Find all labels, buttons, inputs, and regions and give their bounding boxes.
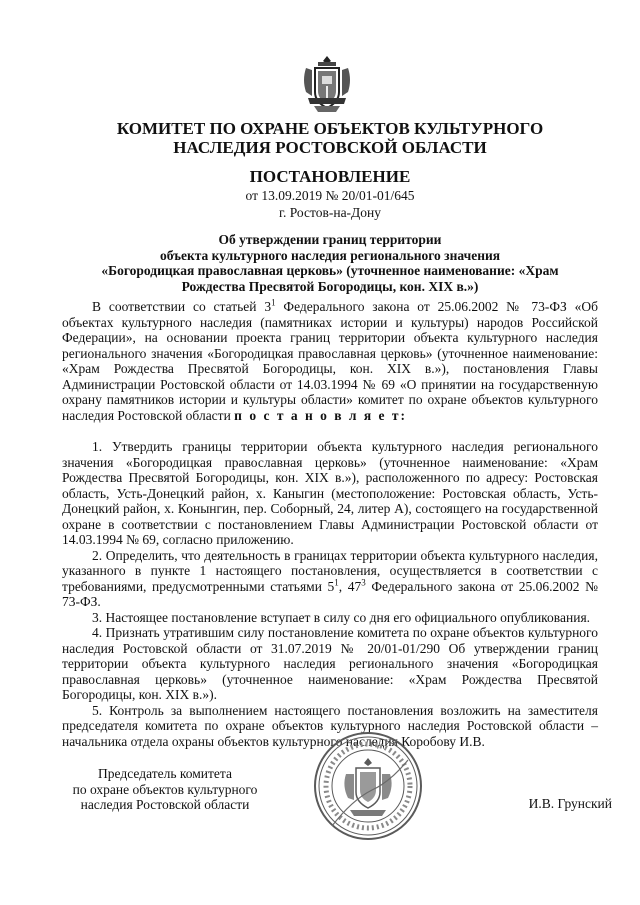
document-date-number: от 13.09.2019 № 20/01-01/645 xyxy=(245,188,415,203)
item2-superscript-2: 3 xyxy=(361,577,366,587)
document-city: г. Ростов-на-Дону xyxy=(278,205,381,220)
document-type: ПОСТАНОВЛЕНИЕ xyxy=(249,167,411,186)
item2-text-part1: 2. Определить, что деятельность в границах территории объекта культурного наследия, указанного в пункте 1 настоящего постановления, осуществляется в соответствии с требованиями, предусмотренными статьями 5 xyxy=(62,547,598,594)
decree-item-1: 1. Утвердить границы территории объекта культурного наследия регионального значения «Богородицкая православная церковь» (уточненное наименование: «Храм Рождества Пресвятой Богородицы, кон. XIX в.»), расположенного по адресу: Ростовская область, Усть-Донецкий район, х. Каныгин (местоположение: Ростовская область, Усть-Донецкий район, х. Конынгин, пер. Соборный, 24, литер А), состоящего на государственной охране в соответствии с постановлением Главы Администрации Ростовской области от 14.03.1994 № 69, согласно приложению. xyxy=(62,439,598,547)
organization-name xyxy=(60,119,600,157)
organization-name-line2: НАСЛЕДИЯ РОСТОВСКОЙ ОБЛАСТИ xyxy=(173,138,487,157)
preamble-text-part2: Федерального закона от 25.06.2002 № 73-ФЗ «Об объектах культурного наследия (памятниках истории и культуры) народов Российской Федерации», на основании проекта границ территории объекта культурного наследия регионального значения «Богородицкая православная церковь» (уточненное наименование: «Храм Рождества Пресвятой Богородицы, кон. XIX в.»), постановления Главы Администрации Ростовской области от 14.03.1994 № 69 «О принятии на государственную охрану памятников истории и культуры области» комитет по охране объектов культурного наследия Ростовской области xyxy=(62,299,598,423)
subject-line4: Рождества Пресвятой Богородицы, кон. XIX в.») xyxy=(181,278,479,294)
item2-text-part2: , 47 xyxy=(338,578,362,594)
signatory-position-line2: по охране объектов культурного xyxy=(72,781,258,797)
official-seal-icon xyxy=(312,730,424,842)
organization-name-line1: КОМИТЕТ ПО ОХРАНЕ ОБЪЕКТОВ КУЛЬТУРНОГО xyxy=(116,119,544,138)
document-body xyxy=(62,299,598,749)
preamble-paragraph xyxy=(62,299,598,423)
item2-superscript-1: 1 xyxy=(334,577,339,587)
subject-line2: объекта культурного наследия регионального значения xyxy=(159,247,501,263)
signatory-position-line3: наследия Ростовской области xyxy=(80,797,250,812)
decree-item-5: 5. Контроль за выполнением настоящего постановления возложить на заместителя председателя комитета по охране объектов культурного наследия Ростовской области – начальника отдела охраны объектов культурного наследия Коробову И.В. xyxy=(62,702,598,749)
preamble-text-part1: В соответствии со статьей 3 xyxy=(92,299,272,314)
signatory-name: И.В. Грунский xyxy=(528,796,612,811)
item2-text-part3: Федерального закона от 25.06.2002 № 73-ФЗ. xyxy=(62,578,598,609)
subject-line3: «Богородицкая православная церковь» (уточненное наименование: «Храм xyxy=(101,263,559,278)
decree-item-3: 3. Настоящее постановление вступает в силу со дня его официального опубликования. xyxy=(92,609,591,625)
signatory-position xyxy=(60,766,270,813)
coat-of-arms-icon xyxy=(300,54,354,116)
decree-word: п о с т а н о в л я е т: xyxy=(234,407,408,423)
document-subject xyxy=(64,232,596,294)
preamble-superscript: 1 xyxy=(271,297,276,308)
decree-item-4: 4. Признать утратившим силу постановление комитета по охране объектов культурного наследия Ростовской области от 31.07.2019 № 20/01-01/290 Об утверждении границ территории объекта культурного наследия регионального значения «Богородицкая православная церковь» (уточненное наименование: «Храм Рождества Пресвятой Богородицы, кон. XIX в.»). xyxy=(62,625,598,702)
signatory-position-line1: Председатель комитета xyxy=(98,766,232,781)
subject-line1: Об утверждении границ территории xyxy=(218,232,442,247)
decree-item-2 xyxy=(62,548,598,610)
